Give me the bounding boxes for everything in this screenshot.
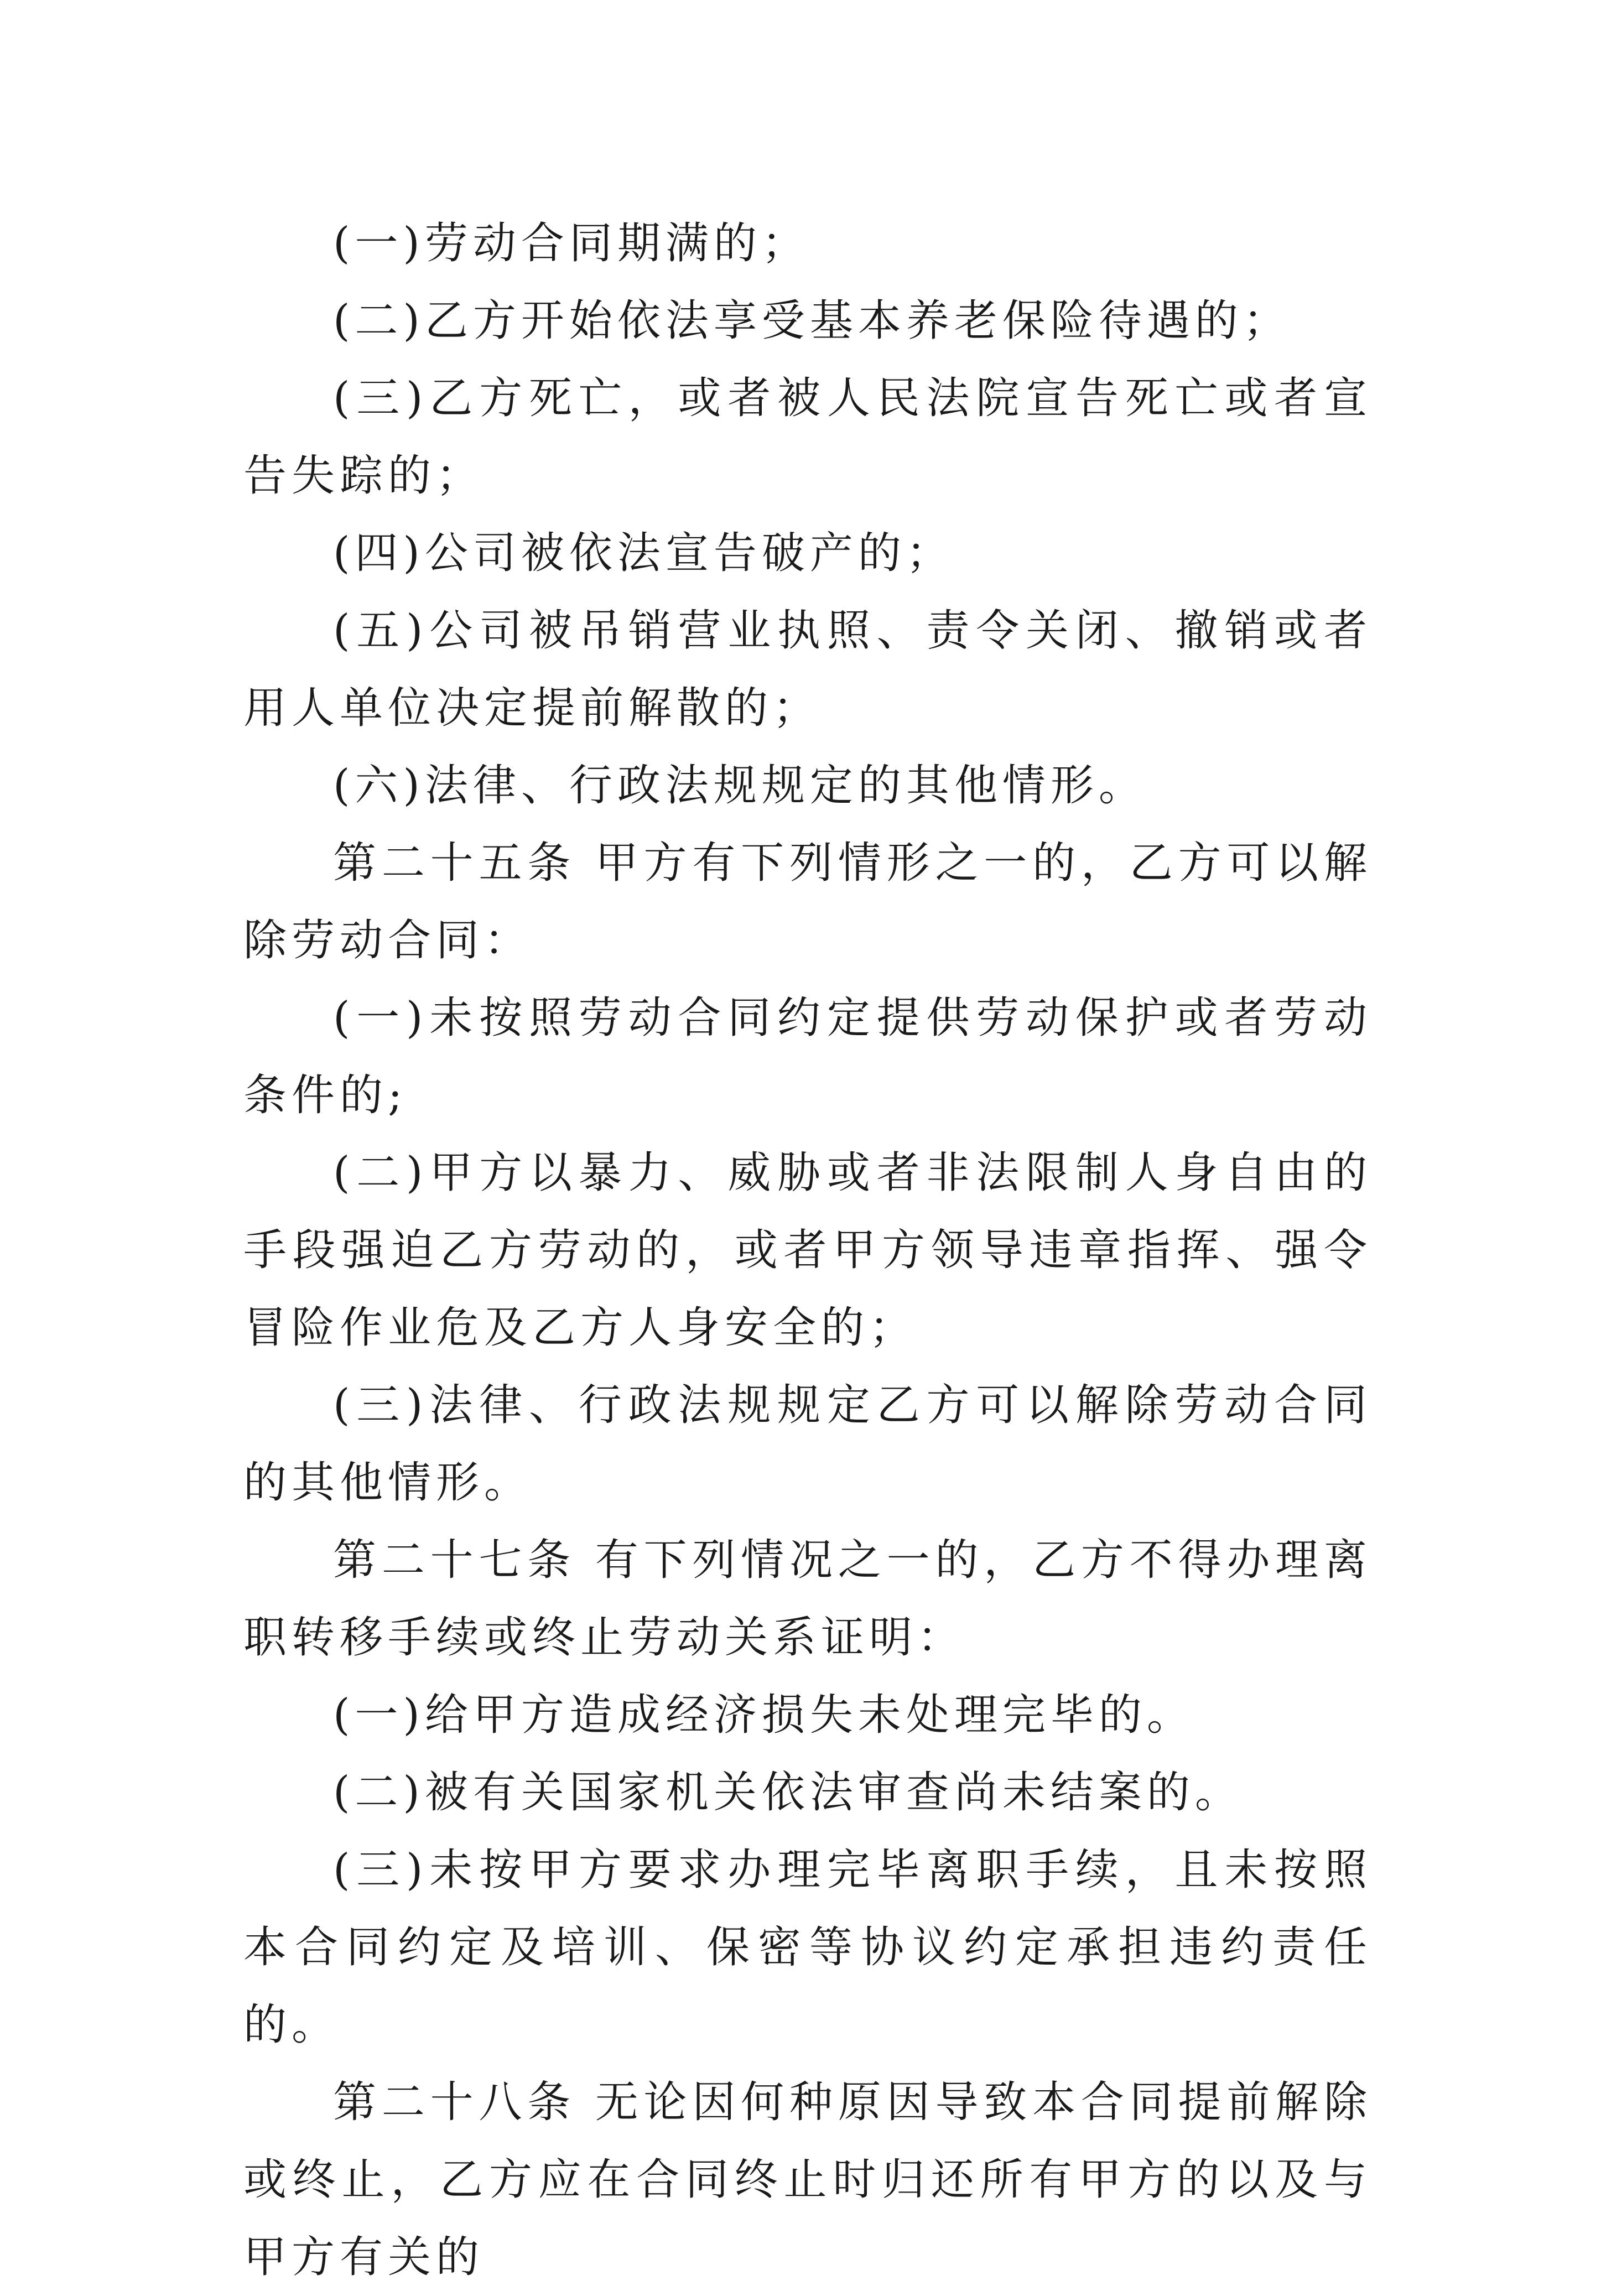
clause-item: (三)法律、行政法规规定乙方可以解除劳动合同的其他情形。: [243, 1380, 1372, 1508]
clause-item: (一)未按照劳动合同约定提供劳动保护或者劳动条件的;: [243, 993, 1372, 1120]
clause-item: (一)给甲方造成经济损失未处理完毕的。: [333, 1690, 1195, 1740]
clause-item: (五)公司被吊销营业执照、责令关闭、撤销或者用人单位决定提前解散的；: [243, 606, 1372, 733]
article-28: 第二十八条 无论因何种原因导致本合同提前解除或终止，乙方应在合同终止时归还所有甲方的以及与甲方有关的: [243, 2077, 1372, 2282]
clause-item: (六)法律、行政法规规定的其他情形。: [333, 761, 1147, 811]
clause-item: (三)未按甲方要求办理完毕离职手续，且未按照本合同约定及培训、保密等协议约定承担违约责任的。: [243, 1845, 1372, 2050]
document-body: [243, 205, 1372, 2296]
clause-item: (三)乙方死亡，或者被人民法院宣告死亡或者宣告失踪的；: [243, 373, 1372, 501]
clause-item: (二)被有关国家机关依法审查尚未结案的。: [333, 1768, 1243, 1817]
clause-item: (四)公司被依法宣告破产的；: [333, 528, 954, 578]
article-25: 第二十五条 甲方有下列情形之一的，乙方可以解除劳动合同：: [243, 838, 1372, 965]
clause-item: (二)乙方开始依法享受基本养老保险待遇的；: [333, 296, 1291, 346]
clause-item: (二)甲方以暴力、威胁或者非法限制人身自由的手段强迫乙方劳动的，或者甲方领导违章指挥、强令冒险作业危及乙方人身安全的；: [243, 1148, 1372, 1353]
clause-item: (一)劳动合同期满的；: [333, 219, 810, 268]
article-27: 第二十七条 有下列情况之一的，乙方不得办理离职转移手续或终止劳动关系证明：: [243, 1535, 1372, 1663]
